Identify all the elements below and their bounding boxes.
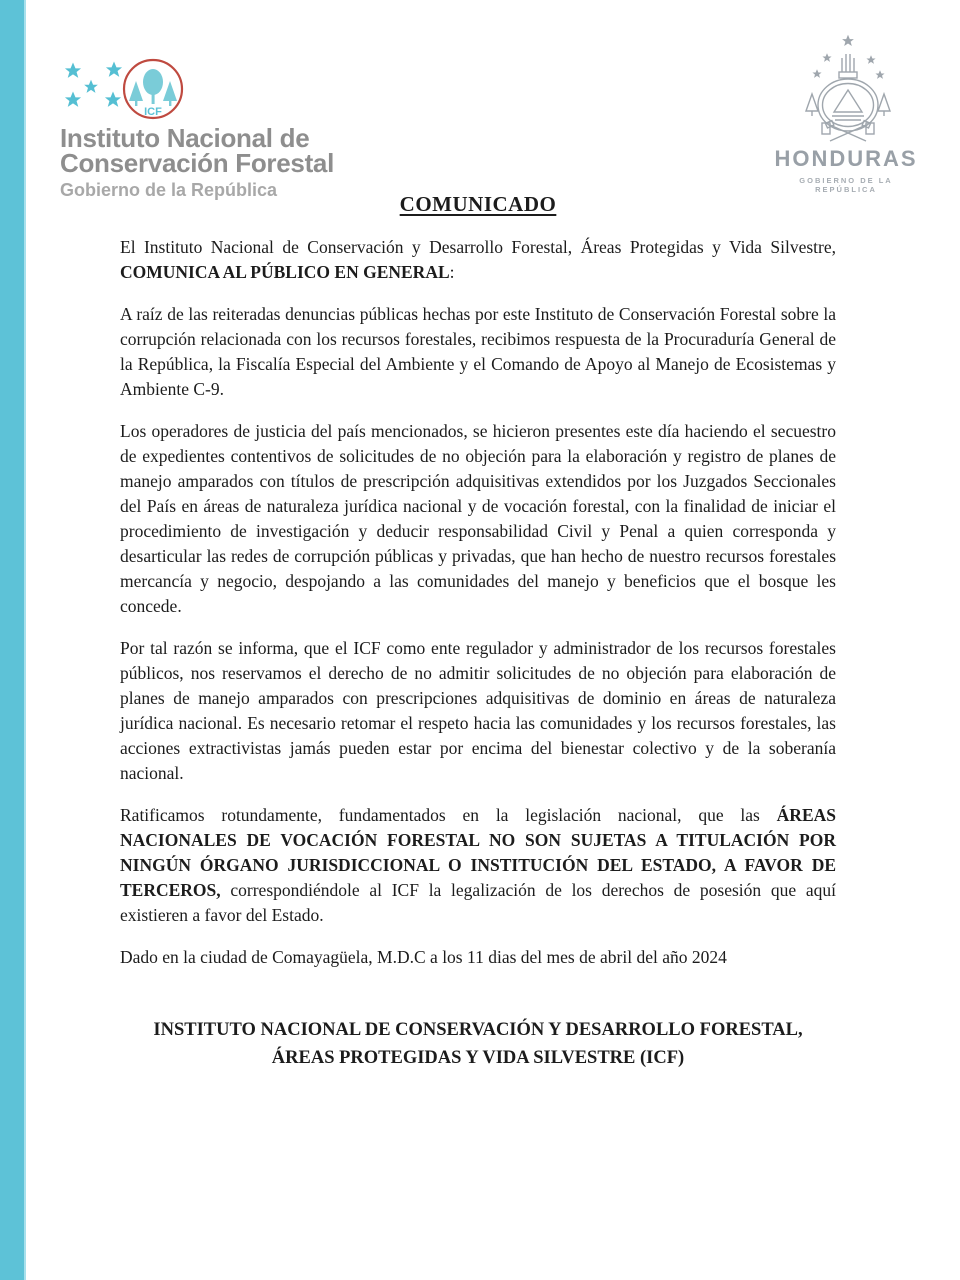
paragraph-intro-colon: : <box>449 262 455 282</box>
icf-emblem-icon <box>60 56 260 122</box>
signature-block <box>120 1016 836 1072</box>
paragraph-ratificacion-tail: correspondiéndole al ICF la legalización de los derechos de posesión que aquí existieren a favor del Estado. <box>120 880 836 925</box>
icf-org-name <box>60 123 360 178</box>
icf-tagline: Gobierno de la República <box>60 180 278 200</box>
paragraph-intro <box>120 235 836 285</box>
paragraph-ratificacion-text: Ratificamos rotundamente, fundamentados en la legislación nacional, que las <box>120 805 777 825</box>
paragraph-intro-bold: COMUNICA AL PÚBLICO EN GENERAL <box>120 262 450 282</box>
signature-line2: ÁREAS PROTEGIDAS Y VIDA SILVESTRE (ICF) <box>271 1048 685 1068</box>
icf-org-name-line1: Instituto Nacional de <box>60 123 310 153</box>
left-accent-bar <box>0 0 26 1280</box>
paragraph-denuncias: A raíz de las reiteradas denuncias públicas hechas por este Instituto de Conservación Forestal sobre la corrupción relacionada con los recursos forestales, recibimos respuesta de la Procuraduría General de la República, la Fiscalía Especial del Ambiente y el Comando de Apoyo al Manejo de Ecosistemas y Ambiente C-9. <box>120 304 836 399</box>
date-line: Dado en la ciudad de Comayagüela, M.D.C a los 11 dias del mes de abril del año 2024 <box>120 947 727 967</box>
document-body <box>120 192 836 1072</box>
honduras-tagline: GOBIERNO DE LA REPÚBLICA <box>799 176 893 194</box>
icf-stars-icon <box>65 62 122 107</box>
icf-tree-badge-icon <box>124 60 182 118</box>
paragraph-intro-text: El Instituto Nacional de Conservación y Desarrollo Forestal, Áreas Protegidas y Vida Silvestre, <box>120 237 836 257</box>
honduras-crest-icon <box>768 28 924 144</box>
icf-logo <box>60 56 360 201</box>
paragraph-ratificacion-bold: ÁREAS NACIONALES DE VOCACIÓN FORESTAL NO SON SUJETAS A TITULACIÓN POR NINGÚN ÓRGANO JURISDICCIONAL O INSTITUCIÓN DEL ESTADO, A FAVOR DE TERCEROS, <box>120 805 836 900</box>
honduras-country-name: HONDURAS <box>774 146 918 171</box>
honduras-shield-icon <box>806 54 890 141</box>
icf-badge-text: ICF <box>144 106 162 118</box>
paragraph-razon: Por tal razón se informa, que el ICF como ente regulador y administrador de los recursos forestales públicos, nos reservamos el derecho de no admitir solicitudes de no objeción para elaboración de planes de manejo amparados con prescripciones adquisitivas de dominio en áreas de naturaleza jurídica nacional. Es necesario retomar el respeto hacia las comunidades y los recursos forestales, las acciones extractivistas jamás pueden estar por encima del bienestar colectivo y de la soberanía nacional. <box>120 638 836 783</box>
paragraph-ratificacion <box>120 803 836 928</box>
honduras-logo <box>768 28 924 194</box>
paragraph-operadores: Los operadores de justicia del país mencionados, se hicieron presentes este día haciendo el secuestro de expedientes contentivos de solicitudes de no objeción para la elaboración y registro de planes de manejo amparados con títulos de prescripción adquisitivas extendidos por los Juzgados Seccionales del País en áreas de naturaleza jurídica nacional y de vocación forestal, con la finalidad de iniciar el procedimiento de investigación y deducir responsabilidad Civil y Penal a quien corresponda y desarticular las redes de corrupción públicas y privadas, que han hecho de nuestro recursos forestales mercancía y negocio, despojando a las comunidades del manejo y beneficios que el bosque les concede. <box>120 421 836 616</box>
document-title: COMUNICADO <box>399 192 557 216</box>
icf-org-name-line2: Conservación Forestal <box>60 148 335 178</box>
signature-line1: INSTITUTO NACIONAL DE CONSERVACIÓN Y DESARROLLO FORESTAL, <box>153 1020 803 1040</box>
